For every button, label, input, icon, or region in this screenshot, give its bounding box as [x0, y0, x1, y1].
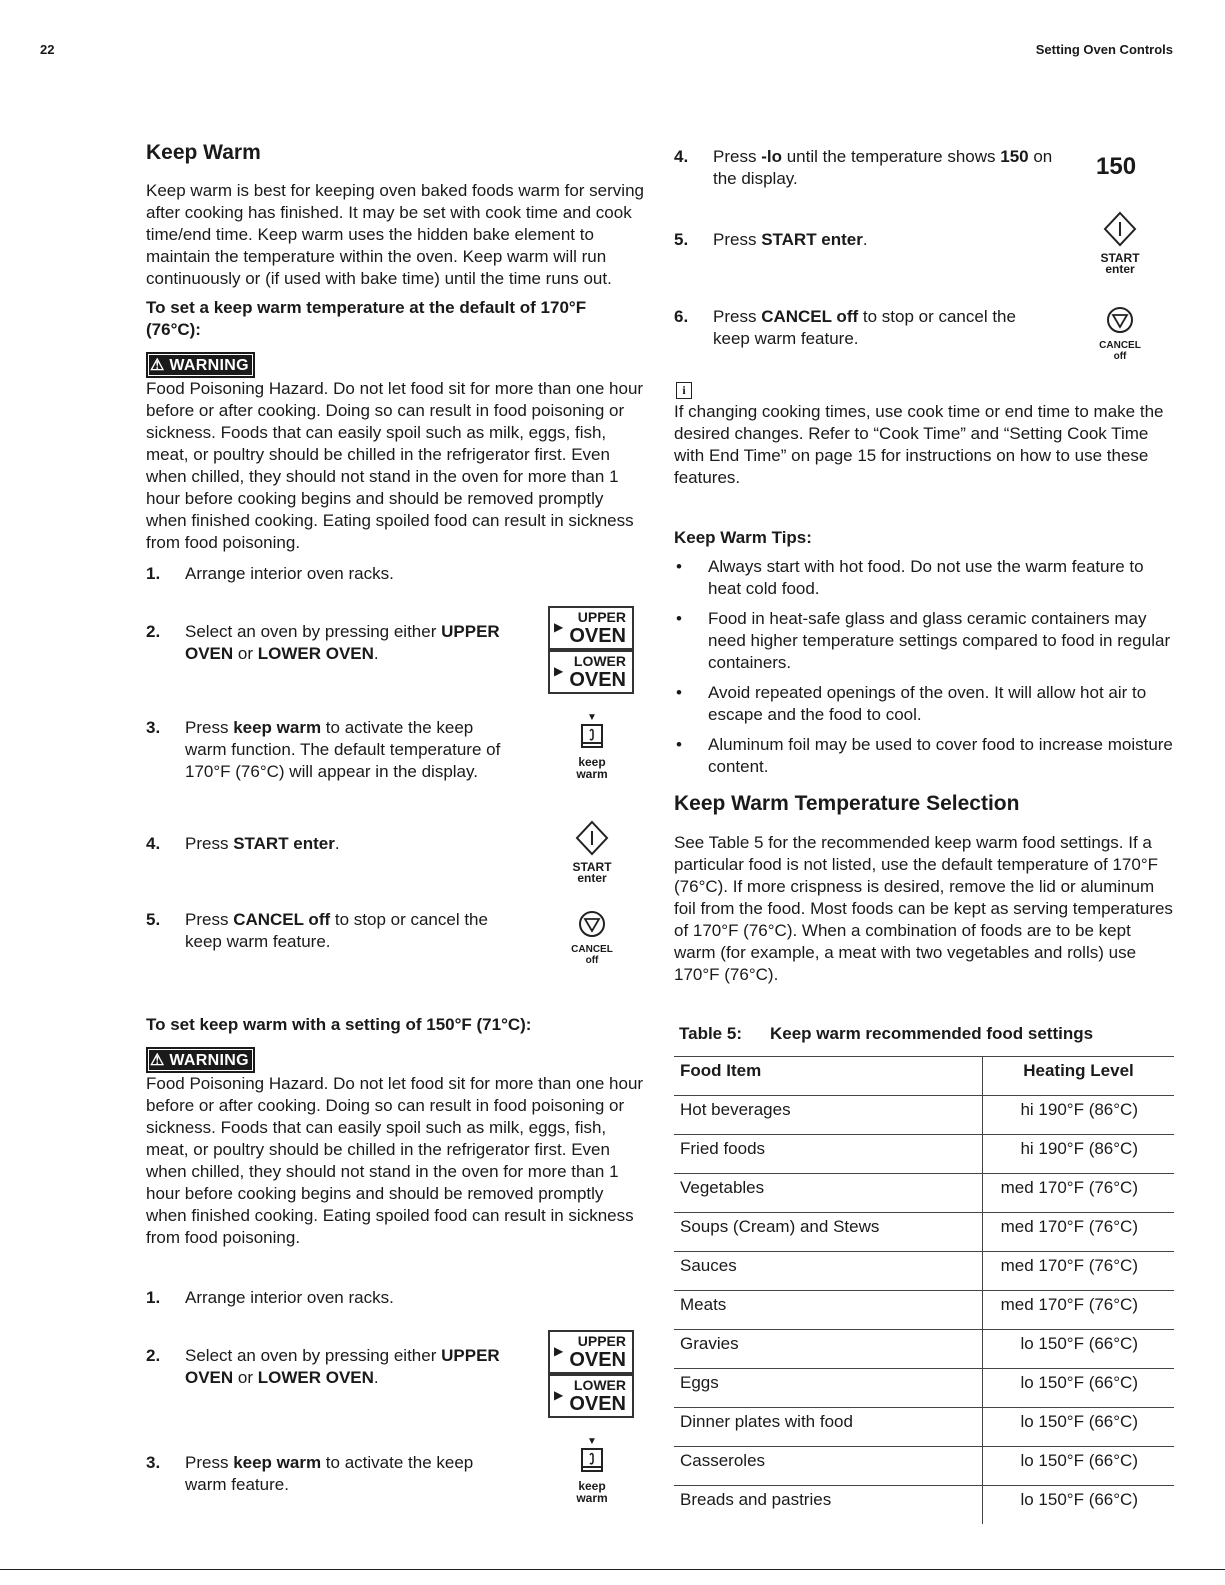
cancel-off-button-r[interactable]: CANCEL off [1090, 305, 1150, 362]
tips-list [674, 556, 1174, 786]
play-triangle-icon: ▶ [554, 1344, 564, 1358]
cancel-circle-icon [1105, 305, 1135, 335]
step-r6: 6. Press CANCEL off to stop or cancel the keep warm feature. [674, 307, 1016, 348]
list-item: • Aluminum foil may be used to cover food to increase moisture content. [674, 734, 1174, 778]
warning-triangle-icon: ⚠ [150, 357, 165, 374]
start-enter-button-r[interactable]: START enter [1090, 211, 1150, 276]
step-b2: 2. Select an oven by pressing either UPPER OVEN or LOWER OVEN. [146, 1346, 500, 1387]
table-row: Gravies lo 150°F (66°C) [674, 1330, 1174, 1369]
play-triangle-icon: ▶ [554, 1388, 564, 1402]
note-text: If changing cooking times, use cook time or end time to make the desired changes. Refer to “Cook Time” and “Setting Cook Time with End Time” on page 15 for instructions on how to use these features. [674, 402, 1164, 487]
step-r4: 4. Press -lo until the temperature shows 150 on the display. [674, 147, 1053, 188]
upper-oven-button-2[interactable]: ▶ UPPER OVEN [548, 1330, 634, 1374]
start-diamond-icon [575, 820, 609, 856]
cancel-circle-icon [577, 909, 607, 939]
warning-label: WARNING [169, 357, 249, 374]
table-row: Breads and pastries lo 150°F (66°C) [674, 1486, 1174, 1525]
play-triangle-icon: ▶ [554, 620, 564, 634]
setting-150-heading: To set keep warm with a setting of 150°F (71°C): [146, 1015, 532, 1034]
list-item: • Always start with hot food. Do not use the warm feature to heat cold food. [674, 556, 1174, 600]
keep-warm-title: Keep Warm [146, 141, 261, 164]
table-row: Hot beverages hi 190°F (86°C) [674, 1096, 1174, 1135]
step-a2: 2. Select an oven by pressing either UPPER OVEN or LOWER OVEN. [146, 622, 500, 663]
selection-text: See Table 5 for the recommended keep warm food settings. If a particular food is not listed, use the default temperature of 170°F (76°C). If more crispness is desired, remove the lid or aluminum foil from the food. Most foods can be kept as serving temperatures of 170°F (76°C). When a combination of foods are to be kept warm (for example, a meat with two vegetables and rolls) use 170°F (76°C). [674, 833, 1173, 984]
start-enter-button[interactable]: START enter [562, 820, 622, 885]
table-caption: Table 5: Keep warm recommended food settings [679, 1024, 1094, 1043]
keep-warm-intro: Keep warm is best for keeping oven baked foods warm for serving after cooking has finished. It may be set with cook time and cook time/end time. Keep warm uses the hidden bake element to maintain the temperature within the oven. Keep warm will run continuously or (if used with bake time) until the time runs out. [146, 181, 644, 288]
page-bottom-rule [0, 1569, 1225, 1570]
warning-text: Food Poisoning Hazard. Do not let food sit for more than one hour before or after cooking. Doing so can result in food poisoning or sickness. Foods that can easily spoil such as milk, eggs, fish, meat, or poultry should be chilled in the refrigerator first. Even when chilled, they should not stand in the oven for more than 1 hour before cooking begins and should be removed promptly when finished cooking. Eating spoiled food can result in sickness from food poisoning. [146, 379, 644, 552]
keep-warm-icon [580, 1447, 604, 1475]
start-diamond-icon [1103, 211, 1137, 247]
step-b3: 3. Press keep warm to activate the keep warm feature. [146, 1453, 474, 1494]
keep-warm-table [674, 1056, 1174, 1524]
display-readout: 150 [1096, 153, 1137, 180]
warning-badge [146, 352, 255, 378]
table-row: Vegetables med 170°F (76°C) [674, 1174, 1174, 1213]
col-header-food: Food Item [674, 1057, 983, 1096]
list-item: • Food in heat-safe glass and glass ceramic containers may need higher temperature settings compared to food in regular containers. [674, 608, 1174, 674]
table-row: Eggs lo 150°F (66°C) [674, 1369, 1174, 1408]
cancel-off-button[interactable]: CANCEL off [562, 909, 622, 966]
info-icon: i [676, 382, 692, 399]
page-number: 22 [40, 42, 55, 57]
upper-oven-button[interactable]: ▶ UPPER OVEN [548, 606, 634, 650]
table-row: Meats med 170°F (76°C) [674, 1291, 1174, 1330]
tips-heading: Keep Warm Tips: [674, 528, 812, 547]
warning-triangle-icon: ⚠ [150, 1052, 165, 1069]
table-header-row [674, 1057, 1174, 1096]
keep-warm-button-2[interactable]: ▼ keep warm [562, 1436, 622, 1504]
table-row: Dinner plates with food lo 150°F (66°C) [674, 1408, 1174, 1447]
lower-oven-button-2[interactable]: ▶ LOWER OVEN [548, 1374, 634, 1418]
keep-warm-icon [580, 723, 604, 751]
table-row: Soups (Cream) and Stews med 170°F (76°C) [674, 1213, 1174, 1252]
section-title: Setting Oven Controls [1035, 42, 1173, 57]
arrow-down-icon: ▼ [587, 1436, 597, 1447]
lower-oven-button[interactable]: ▶ LOWER OVEN [548, 650, 634, 694]
list-item: • Avoid repeated openings of the oven. It will allow hot air to escape and the food to cool. [674, 682, 1174, 726]
selection-title: Keep Warm Temperature Selection [674, 792, 1020, 815]
default-temp-heading: To set a keep warm temperature at the default of 170°F (76°C): [146, 298, 587, 339]
table-row: Fried foods hi 190°F (86°C) [674, 1135, 1174, 1174]
warning-badge-2 [146, 1047, 255, 1073]
table-row: Sauces med 170°F (76°C) [674, 1252, 1174, 1291]
warning-text-2: Food Poisoning Hazard. Do not let food sit for more than one hour before or after cooking. Doing so can result in food poisoning or sickness. Foods that can easily spoil such as milk, eggs, fish, meat, or poultry should be chilled in the refrigerator first. Even when chilled, they should not stand in the oven for more than 1 hour before cooking begins and should be removed promptly when finished cooking. Eating spoiled food can result in sickness from food poisoning. [146, 1074, 644, 1247]
keep-warm-button[interactable]: ▼ keep warm [562, 712, 622, 780]
warning-label-2: WARNING [169, 1052, 249, 1069]
table-row: Casseroles lo 150°F (66°C) [674, 1447, 1174, 1486]
step-a3: 3. Press keep warm to activate the keep warm function. The default temperature of 170°F (76°C) will appear in the display. [146, 718, 501, 781]
step-a5: 5. Press CANCEL off to stop or cancel the keep warm feature. [146, 910, 488, 951]
play-triangle-icon: ▶ [554, 664, 564, 678]
arrow-down-icon: ▼ [587, 712, 597, 723]
col-header-level: Heating Level [983, 1057, 1175, 1096]
